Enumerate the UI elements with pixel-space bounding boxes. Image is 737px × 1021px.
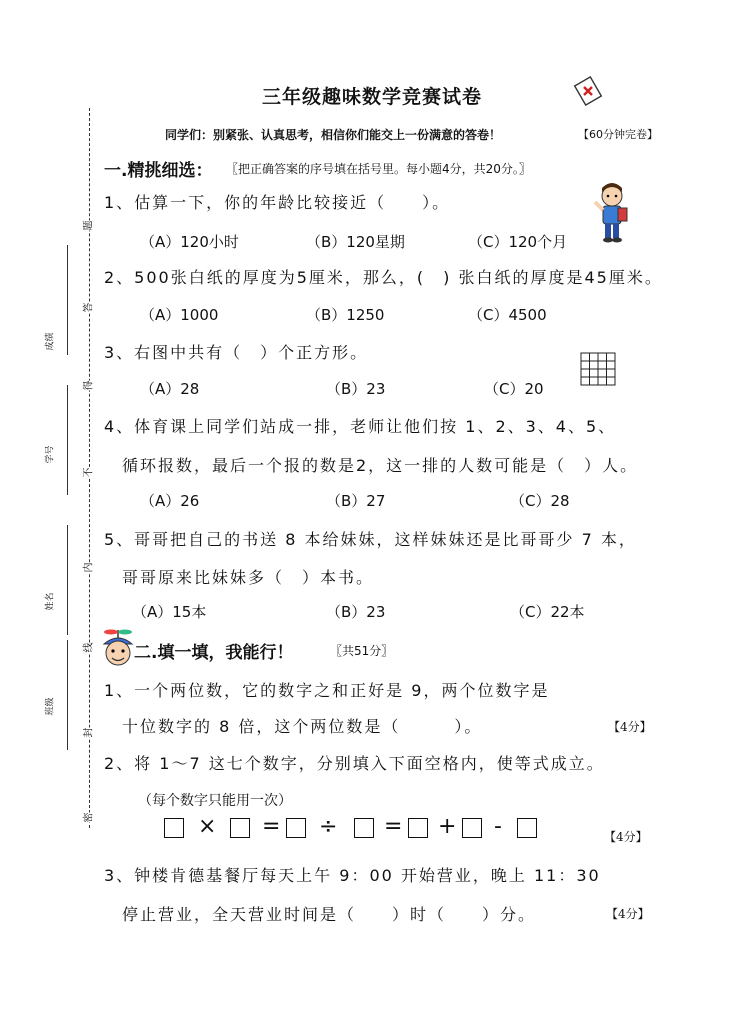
- class-label: 班级: [45, 697, 56, 716]
- question-1-1: 1、估算一下，你的年龄比较接近（ ）。: [104, 193, 451, 212]
- class-underline: [67, 640, 68, 750]
- question-1-5-line2: 哥哥原来比妹妹多（ ）本书。: [122, 568, 375, 587]
- answer-box[interactable]: [408, 818, 428, 838]
- option-b: （B）1250: [306, 306, 385, 324]
- score-label: 成绩: [45, 332, 56, 351]
- answer-box[interactable]: [517, 818, 537, 838]
- multiply-sign: ×: [198, 814, 217, 839]
- answer-box[interactable]: [354, 818, 374, 838]
- name-label: 姓名: [45, 592, 56, 611]
- question-2-2-score: 【4分】: [604, 830, 648, 844]
- margin-char: 封: [80, 728, 95, 738]
- minus-sign: -: [494, 814, 502, 839]
- option-a: （A）28: [140, 380, 200, 398]
- question-2-3-score: 【4分】: [606, 907, 650, 921]
- student-id-underline: [67, 385, 68, 495]
- option-b: （B）23: [326, 603, 386, 621]
- section1-instructions: 〖把正确答案的序号填在括号里。每小题4分，共20分。〗: [226, 162, 531, 176]
- name-underline: [67, 525, 68, 635]
- margin-char: 不: [80, 468, 95, 478]
- question-2-2-line1: 2、将 1～7 这七个数字，分别填入下面空格内，使等式成立。: [104, 754, 605, 773]
- question-2-2-line2: （每个数字只能用一次）: [138, 793, 292, 809]
- margin-char: 内: [80, 563, 95, 573]
- cartoon-boy-icon: [98, 628, 138, 670]
- question-2-3-line2: 停止营业，全天营业时间是（ ）时（ ）分。: [122, 905, 537, 924]
- question-2-1-score: 【4分】: [608, 720, 652, 734]
- time-limit-note: 【60分钟完卷】: [578, 128, 658, 141]
- option-b: （B）23: [326, 380, 386, 398]
- option-c: （C）120个月: [468, 233, 568, 251]
- question-1-3: 3、右图中共有（ ）个正方形。: [104, 343, 369, 362]
- score-underline: [67, 245, 68, 355]
- margin-char: 得: [80, 381, 95, 391]
- option-a: （A）120小时: [140, 233, 239, 251]
- answer-box[interactable]: [286, 818, 306, 838]
- option-c: （C）4500: [468, 306, 547, 324]
- margin-char: 密: [80, 813, 95, 823]
- margin-char: 线: [80, 643, 95, 653]
- option-b: （B）27: [326, 492, 386, 510]
- equals-sign: =: [384, 814, 403, 839]
- grading-mark-icon: [571, 74, 605, 108]
- option-b: （B）120星期: [306, 233, 405, 251]
- equals-sign: =: [262, 814, 281, 839]
- encouragement-text: 同学们：别紧张、认真思考，相信你们能交上一份满意的答卷！: [165, 128, 502, 142]
- question-1-5-line1: 5、哥哥把自己的书送 8 本给妹妹，这样妹妹还是比哥哥少 7 本，: [104, 530, 637, 549]
- cartoon-student-icon: [590, 182, 636, 244]
- option-c: （C）28: [510, 492, 570, 510]
- option-a: （A）1000: [140, 306, 219, 324]
- student-id-label: 学号: [45, 445, 56, 464]
- option-c: （C）20: [484, 380, 544, 398]
- question-2-1-line1: 1、一个两位数，它的数字之和正好是 9，两个位数字是: [104, 681, 550, 700]
- option-c: （C）22本: [510, 603, 585, 621]
- section1-heading: 一.精挑细选：: [104, 161, 213, 181]
- margin-char: 答: [80, 303, 95, 313]
- option-a: （A）26: [140, 492, 200, 510]
- margin-char: 题: [80, 221, 95, 231]
- page-title: 三年级趣味数学竞赛试卷: [262, 86, 483, 108]
- question-1-4-line1: 4、体育课上同学们站成一排，老师让他们按 1、2、3、4、5、: [104, 417, 617, 436]
- plus-sign: +: [438, 814, 457, 839]
- question-2-1-line2: 十位数字的 8 倍，这个两位数是（ ）。: [122, 717, 483, 736]
- question-2-3-line1: 3、钟楼肯德基餐厅每天上午 9：00 开始营业，晚上 11：30: [104, 866, 601, 885]
- question-1-4-line2: 循环报数，最后一个报的数是2，这一排的人数可能是（ ）人。: [122, 456, 639, 475]
- section2-total-score: 〖共51分〗: [330, 644, 394, 658]
- section2-heading: 二.填一填，我能行！: [134, 643, 294, 663]
- divide-sign: ÷: [319, 814, 338, 839]
- question-1-2: 2、500张白纸的厚度为5厘米，那么，( ) 张白纸的厚度是45厘米。: [104, 268, 663, 287]
- square-grid-figure: [580, 352, 616, 386]
- answer-box[interactable]: [230, 818, 250, 838]
- answer-box[interactable]: [462, 818, 482, 838]
- option-a: （A）15本: [132, 603, 207, 621]
- answer-box[interactable]: [164, 818, 184, 838]
